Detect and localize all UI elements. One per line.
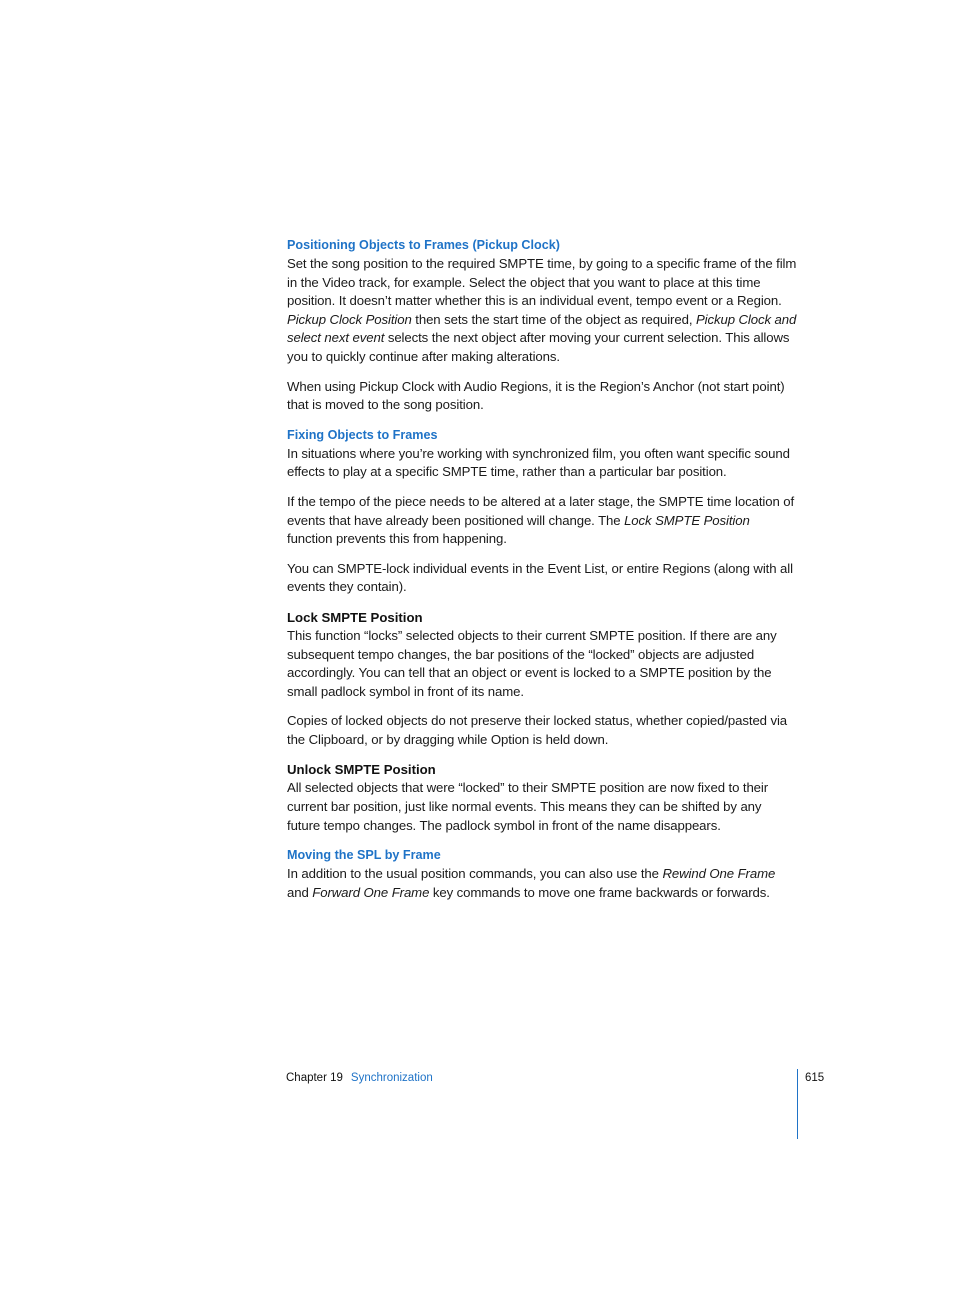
paragraph-positioning-2: When using Pickup Clock with Audio Regions, it is the Region’s Anchor (not start point) that is moved to the song position.	[287, 378, 785, 413]
section-title-moving: Moving the SPL by Frame	[287, 848, 441, 863]
section-title-positioning: Positioning Objects to Frames (Pickup Clock)	[287, 238, 560, 252]
paragraph-lock-1: This function “locks” selected objects to their current SMPTE position. If there are any subsequent tempo changes, the bar positions of the “locked” objects are adjusted accordingly. You can tell that an object or event is locked to a SMPTE position by the small padlock symbol in front of its name.	[287, 627, 777, 699]
paragraph-positioning-1: Set the song position to the required SMPTE time, by going to a specific frame of the film in the Video track, for example. Select the object that you want to place at this time position. It doesn’t matter whether this is an individual event, tempo event or a Region. Pickup Clock Position then sets the start time of the object as required, Pickup Clock and select next event selects the next object after moving your current selection. This allows you to quickly continue after making alterations.	[287, 256, 797, 364]
page-footer	[286, 1069, 433, 1087]
paragraph-fixing-1: In situations where you’re working with synchronized film, you often want specific sound effects to play at a specific SMPTE time, rather than a particular bar position.	[287, 445, 790, 480]
paragraph-lock-2: Copies of locked objects do not preserve their locked status, whether copied/pasted via the Clipboard, or by dragging while Option is held down.	[287, 713, 788, 747]
footer-divider	[797, 1069, 798, 1139]
section-title-fixing: Fixing Objects to Frames	[287, 427, 438, 442]
subsection-title-unlock: Unlock SMPTE Position	[287, 762, 436, 778]
footer-chapter-name: Synchronization	[350, 1072, 433, 1084]
paragraph-fixing-3: You can SMPTE-lock individual events in the Event List, or entire Regions (along with all events they contain).	[287, 560, 793, 595]
footer-chapter: Chapter 19	[286, 1072, 343, 1084]
paragraph-unlock-1: All selected objects that were “locked” to their SMPTE position are now fixed to their current bar position, just like normal events. This means they can be shifted by any future tempo changes. The padlock symbol in front of the name disappears.	[287, 780, 769, 833]
page-number: 615	[805, 1072, 825, 1084]
paragraph-fixing-2: If the tempo of the piece needs to be altered at a later stage, the SMPTE time location of events that have already been positioned will change. The Lock SMPTE Position function prevents this from happening.	[287, 493, 795, 547]
page-content	[287, 236, 797, 913]
paragraph-moving-1: In addition to the usual position commands, you can also use the Rewind One Frame and Forward One Frame key commands to move one frame backwards or forwards.	[287, 866, 776, 900]
subsection-title-lock: Lock SMPTE Position	[287, 609, 423, 625]
